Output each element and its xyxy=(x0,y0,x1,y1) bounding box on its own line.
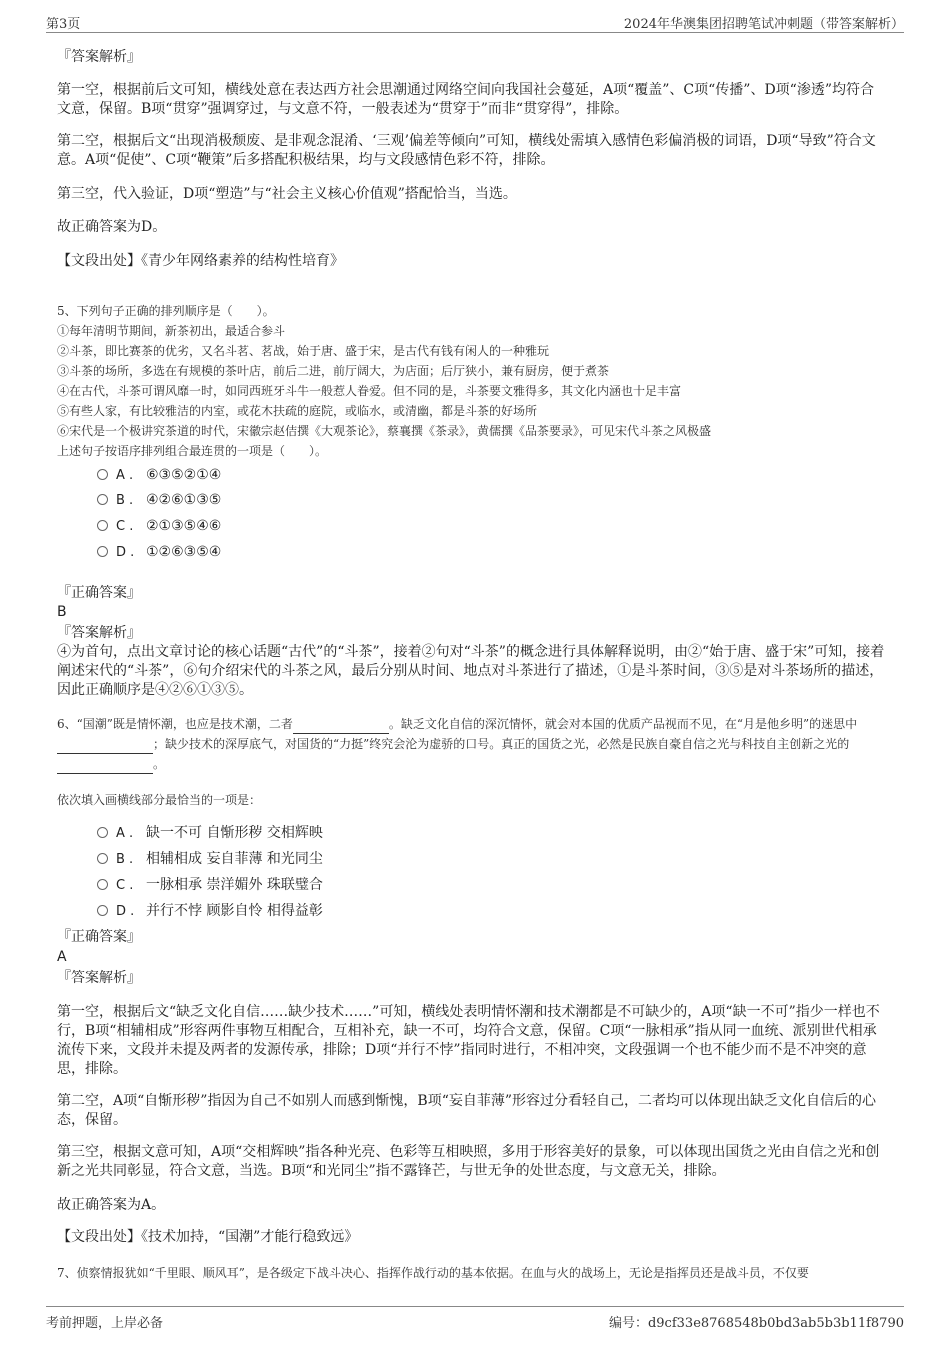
page-header xyxy=(46,10,904,33)
q5-option-a[interactable]: A . ⑥③⑤②①④ xyxy=(97,465,221,485)
document-title: 2024年华澳集团招聘笔试冲刺题（带答案解析） xyxy=(623,17,904,32)
radio-icon[interactable] xyxy=(97,469,108,480)
radio-icon[interactable] xyxy=(97,520,108,531)
q5-answer-title: 『正确答案』 xyxy=(57,585,141,601)
q4-analysis-p4: 故正确答案为D。 xyxy=(57,219,167,235)
q6-analysis-p2: 第二空，A项“自惭形秽”指因为自己不如别人而感到惭愧，B项“妄自菲薄”形容过分看轻自己，二者均可以体现出缺乏文化自信后的心态，保留。 xyxy=(57,1093,877,1128)
radio-icon[interactable] xyxy=(97,827,108,838)
q6-answer-title: 『正确答案』 xyxy=(57,929,141,945)
q4-source: 【文段出处】《青少年网络素养的结构性培育》 xyxy=(57,253,344,269)
q5-answer: B xyxy=(57,604,67,620)
blank-2[interactable] xyxy=(57,739,153,754)
q6-option-a[interactable]: A . 缺一不可 自惭形秽 交相辉映 xyxy=(97,823,323,843)
radio-icon[interactable] xyxy=(97,546,108,557)
q4-analysis-p2: 第二空，根据后文“出现消极颓废、是非观念混淆、‘三观’偏差等倾向”可知，横线处需填入感情色彩偏消极的词语，D项“导致”符合文意。A项“促使”、C项“鞭策”后多搭配积极结果，均与文段感情色彩不符，排除。 xyxy=(57,133,876,168)
q6-prompt: 依次填入画横线部分最恰当的一项是： xyxy=(57,793,262,807)
q6-option-c[interactable]: C . 一脉相承 崇洋媚外 珠联璧合 xyxy=(97,875,323,895)
q6-analysis-p3: 第三空，根据文意可知，A项“交相辉映”指各种光亮、色彩等互相映照，多用于形容美好的景象，可以体现出国货之光由自信之光和创新之光共同彰显，符合文意，当选。B项“和光同尘”指不露锋芒，与世无争的处世态度，与文意无关，排除。 xyxy=(57,1144,880,1179)
q5-sentence-6: ⑥宋代是一个极讲究茶道的时代，宋徽宗赵佶撰《大观茶论》，蔡襄撰《茶录》，黄儒撰《品茶要录》，可见宋代斗茶之风极盛 xyxy=(57,424,712,438)
q5-option-d[interactable]: D . ①②⑥③⑤④ xyxy=(97,542,221,562)
q5-analysis-title: 『答案解析』 xyxy=(57,625,141,641)
q4-analysis-p3: 第三空，代入验证，D项“塑造”与“社会主义核心价值观”搭配恰当，当选。 xyxy=(57,186,517,202)
document-id: 编号：d9cf33e8768548b0bd3ab5b3b11f8790 xyxy=(608,1316,904,1331)
q6-option-d[interactable]: D . 并行不悖 顾影自怜 相得益彰 xyxy=(97,901,323,921)
q6-analysis-p4: 故正确答案为A。 xyxy=(57,1197,166,1213)
radio-icon[interactable] xyxy=(97,879,108,890)
q6-option-b[interactable]: B . 相辅相成 妄自菲薄 和光同尘 xyxy=(97,849,323,869)
q5-sentence-3: ③斗茶的场所，多选在有规模的茶叶店，前后二进，前厅阔大，为店面；后厅狭小，兼有厨房，便于煮茶 xyxy=(57,364,610,378)
q5-sentence-5: ⑤有些人家，有比较雅洁的内室，或花木扶疏的庭院，或临水，或清幽，都是斗茶的好场所 xyxy=(57,404,538,418)
q6-analysis-p1: 第一空，根据后文“缺乏文化自信……缺少技术……”可知，横线处表明情怀潮和技术潮都是不可缺少的，A项“缺一不可”指少一样也不行，B项“相辅相成”形容两件事物互相配合，互相补充，缺一不可，均符合文意，保留。C项“一脉相承”指从同一血统、派别世代相承流传下来，文段并未提及两者的发源传承，排除；D项“并行不悖”指同时进行，不相冲突，文段强调一个也不能少而不是不冲突的意思，排除。 xyxy=(57,1004,880,1077)
q7-stem: 7、侦察情报犹如“千里眼、顺风耳”，是各级定下战斗决心、指挥作战行动的基本依据。在血与火的战场上，无论是指挥员还是战斗员，不仅要 xyxy=(57,1266,809,1280)
q5-option-b[interactable]: B . ④②⑥①③⑤ xyxy=(97,490,221,510)
q5-stem: 5、下列句子正确的排列顺序是（ ）。 xyxy=(57,304,275,318)
q6-analysis-title: 『答案解析』 xyxy=(57,970,141,986)
q4-analysis-title: 『答案解析』 xyxy=(57,49,141,65)
q6-stem: 6、“国潮”既是情怀潮，也应是技术潮，二者 。缺乏文化自信的深沉情怀，就会对本国的优质产品视而不见，在“月是他乡明”的迷思中；缺少技术的深厚底气，对国货的“力挺”终究会沦为虚骄的口号。真正的国货之光，必然是民族自豪自信之光与科技自主创新之光的。 xyxy=(57,714,887,774)
page-number: 第3页 xyxy=(46,17,81,32)
radio-icon[interactable] xyxy=(97,905,108,916)
q5-prompt: 上述句子按语序排列组合最连贯的一项是（ ）。 xyxy=(57,444,328,458)
q5-question xyxy=(57,301,887,461)
blank-1[interactable] xyxy=(293,719,389,734)
q5-sentence-1: ①每年清明节期间，新茶初出，最适合参斗 xyxy=(57,324,286,338)
q6-source: 【文段出处】《技术加持，“国潮”才能行稳致远》 xyxy=(57,1229,359,1245)
q6-answer: A xyxy=(57,949,67,965)
blank-3[interactable] xyxy=(57,759,153,774)
q4-analysis-p1: 第一空，根据前后文可知，横线处意在表达西方社会思潮通过网络空间向我国社会蔓延，A项“覆盖”、C项“传播”、D项“渗透”均符合文意，保留。B项“贯穿”强调穿过，与文意不符，一般表述为“贯穿于”而非“贯穿得”，排除。 xyxy=(57,82,874,117)
q5-sentence-4: ④在古代，斗茶可谓风靡一时，如同西班牙斗牛一般惹人眷爱。但不同的是，斗茶要文雅得多，其文化内涵也十足丰富 xyxy=(57,384,682,398)
radio-icon[interactable] xyxy=(97,853,108,864)
page-footer xyxy=(46,1306,904,1329)
q5-analysis: ④为首句，点出文章讨论的核心话题“古代”的“斗茶”，接着②句对“斗茶”的概念进行具体解释说明，由②“始于唐、盛于宋”可知，接着阐述宋代的“斗茶”，⑥句介绍宋代的斗茶之风，最后分别从时间、地点对斗茶进行了描述，①是斗茶时间，③⑤是对斗茶场所的描述，因此正确顺序是④②⑥①③⑤。 xyxy=(57,644,885,698)
radio-icon[interactable] xyxy=(97,494,108,505)
q5-option-c[interactable]: C . ②①③⑤④⑥ xyxy=(97,516,221,536)
footer-slogan: 考前押题，上岸必备 xyxy=(46,1316,164,1331)
q5-sentence-2: ②斗茶，即比赛茶的优劣，又名斗茗、茗战，始于唐、盛于宋，是古代有钱有闲人的一种雅玩 xyxy=(57,344,550,358)
